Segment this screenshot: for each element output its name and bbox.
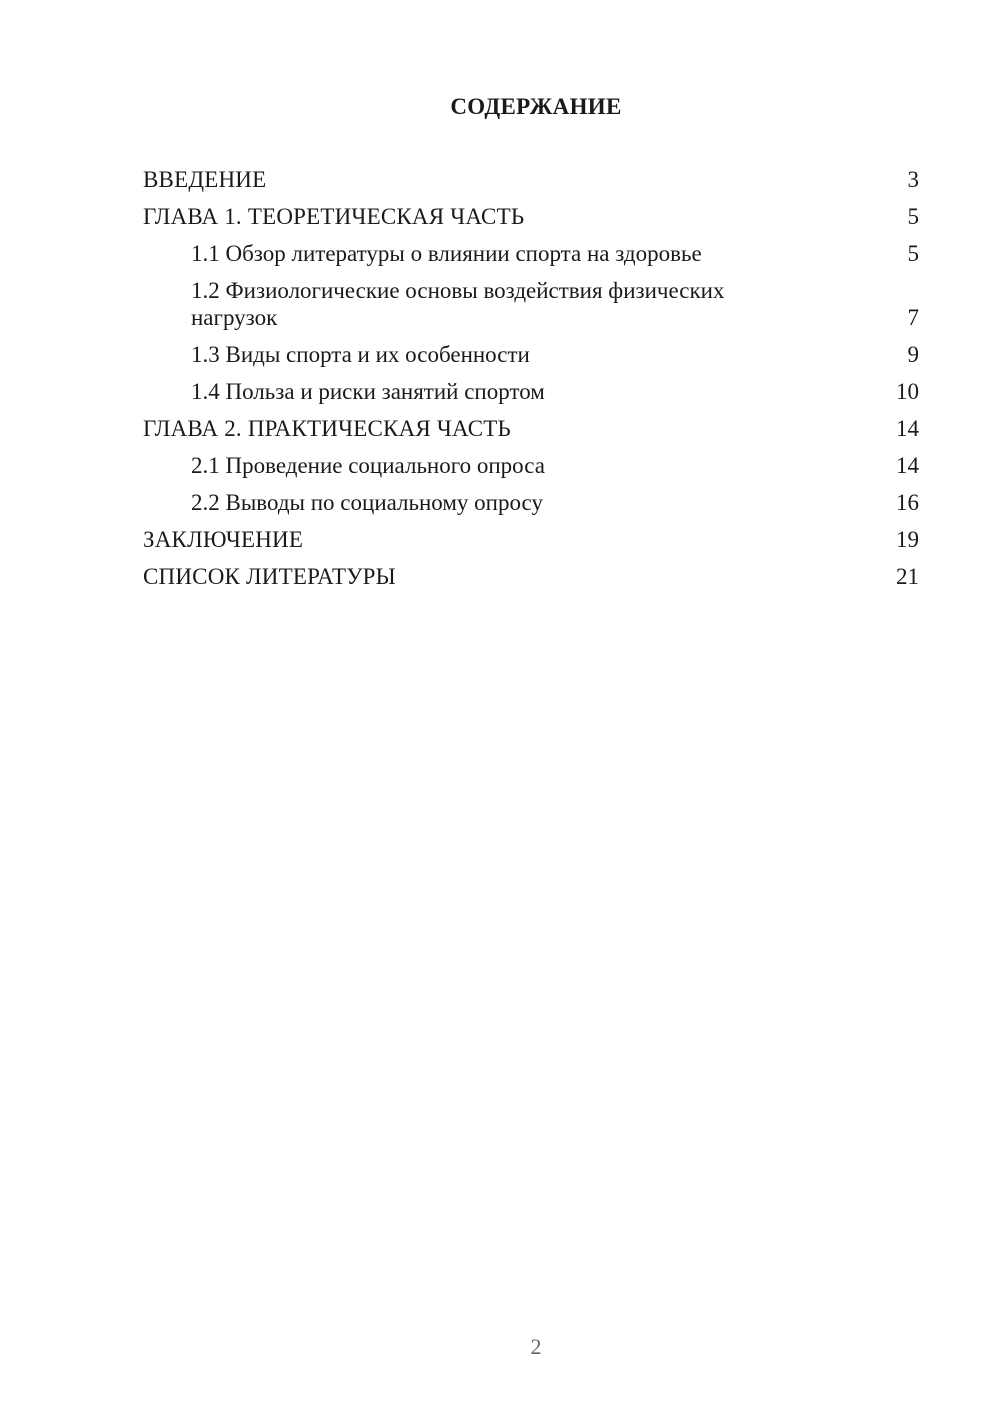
toc-entry-page: 14 xyxy=(896,416,919,441)
page-title: СОДЕРЖАНИЕ xyxy=(450,94,622,119)
toc-entry-chapter-1[interactable] xyxy=(143,203,919,230)
toc-entry-introduction[interactable] xyxy=(143,166,919,193)
toc-entry-label: СПИСОК ЛИТЕРАТУРЫ xyxy=(143,564,396,589)
toc-entry-section-2-2[interactable] xyxy=(143,489,919,516)
toc-entry-section-1-3[interactable] xyxy=(143,341,919,368)
toc-entry-page: 14 xyxy=(896,453,919,478)
table-of-contents xyxy=(143,166,919,600)
toc-entry-chapter-2[interactable] xyxy=(143,415,919,442)
toc-entry-label: 2.1 Проведение социального опроса xyxy=(191,453,545,478)
toc-entry-section-1-2[interactable] xyxy=(143,277,919,331)
toc-entry-label: 1.2 Физиологические основы воздействия физических нагрузок xyxy=(191,278,725,330)
toc-entry-bibliography[interactable] xyxy=(143,563,919,590)
toc-entry-page: 5 xyxy=(907,204,919,229)
page-number: 2 xyxy=(530,1334,542,1359)
toc-entry-label: 1.3 Виды спорта и их особенности xyxy=(191,342,530,367)
toc-entry-page: 7 xyxy=(907,305,919,330)
toc-entry-section-1-4[interactable] xyxy=(143,378,919,405)
toc-entry-page: 16 xyxy=(896,490,919,515)
toc-entry-page: 3 xyxy=(907,167,919,192)
toc-entry-section-2-1[interactable] xyxy=(143,452,919,479)
toc-entry-label: ЗАКЛЮЧЕНИЕ xyxy=(143,527,304,552)
toc-entry-label: ГЛАВА 2. ПРАКТИЧЕСКАЯ ЧАСТЬ xyxy=(143,416,511,441)
toc-entry-conclusion[interactable] xyxy=(143,526,919,553)
toc-entry-section-1-1[interactable] xyxy=(143,240,919,267)
toc-entry-page: 5 xyxy=(907,241,919,266)
toc-entry-label: 2.2 Выводы по социальному опросу xyxy=(191,490,543,515)
toc-entry-label: 1.4 Польза и риски занятий спортом xyxy=(191,379,545,404)
toc-entry-label: 1.1 Обзор литературы о влиянии спорта на здоровье xyxy=(191,241,702,266)
toc-entry-page: 21 xyxy=(896,564,919,589)
toc-entry-page: 9 xyxy=(907,342,919,367)
toc-entry-label: ГЛАВА 1. ТЕОРЕТИЧЕСКАЯ ЧАСТЬ xyxy=(143,204,525,229)
toc-entry-page: 19 xyxy=(896,527,919,552)
toc-entry-label: ВВЕДЕНИЕ xyxy=(143,167,267,192)
toc-entry-page: 10 xyxy=(896,379,919,404)
